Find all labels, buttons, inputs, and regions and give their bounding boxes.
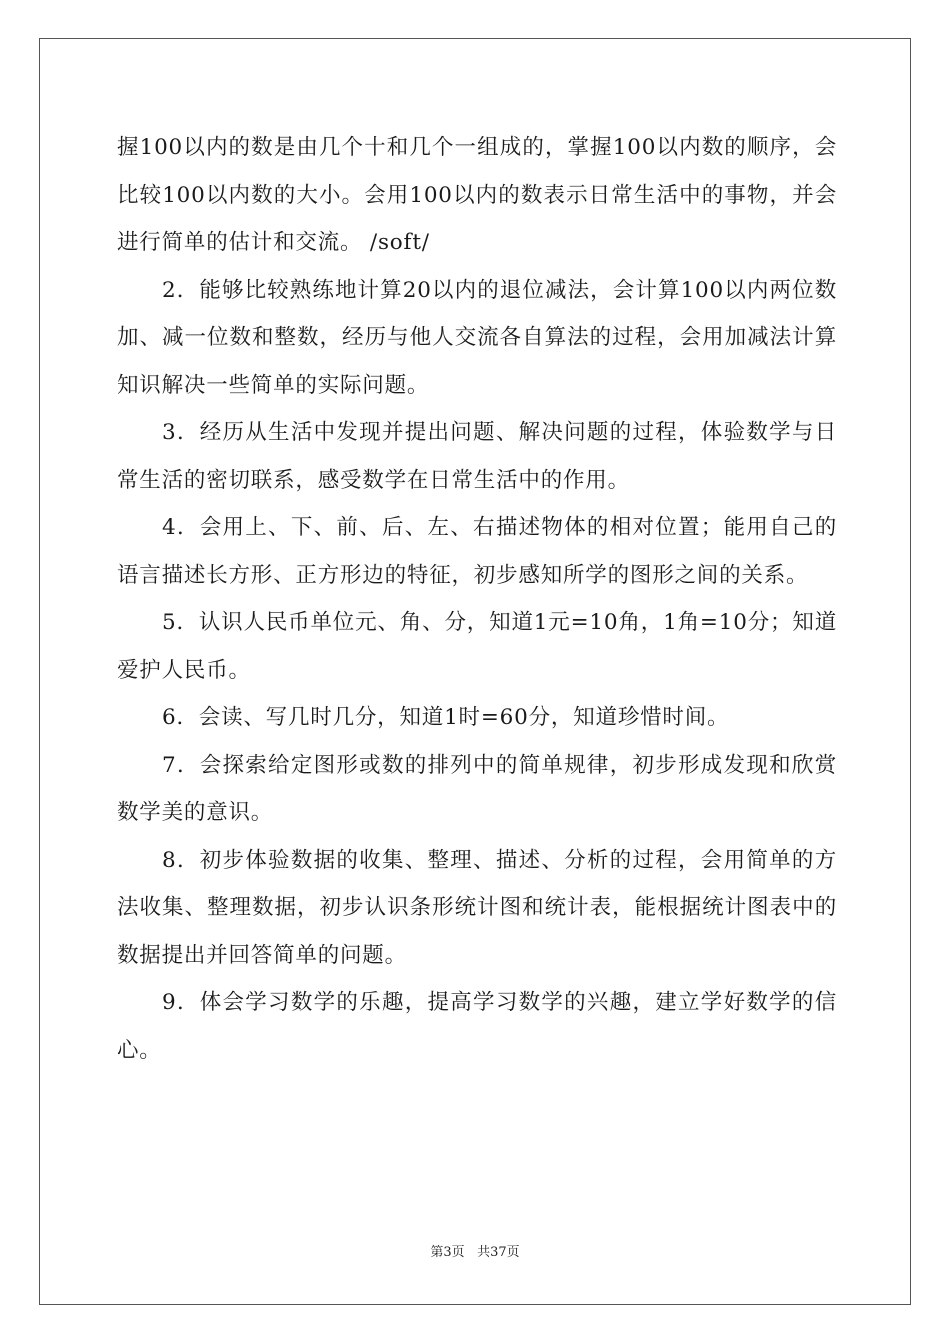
page-total: 共37页 [477, 1245, 520, 1260]
page-footer [0, 1244, 950, 1262]
paragraph: 8．初步体验数据的收集、整理、描述、分析的过程，会用简单的方法收集、整理数据，初步认识条形统计图和统计表，能根据统计图表中的数据提出并回答简单的问题。 [117, 847, 837, 968]
paragraph: 握100以内的数是由几个十和几个一组成的，掌握100以内数的顺序，会比较100以内数的大小。会用100以内的数表示日常生活中的事物，并会进行简单的估计和交流。 /soft/ [117, 135, 837, 255]
paragraph: 3．经历从生活中发现并提出问题、解决问题的过程，体验数学与日常生活的密切联系，感受数学在日常生活中的作用。 [117, 420, 837, 493]
paragraph: 7．会探索给定图形或数的排列中的简单规律，初步形成发现和欣赏数学美的意识。 [117, 752, 837, 825]
paragraph: 9．体会学习数学的乐趣，提高学习数学的兴趣，建立学好数学的信心。 [117, 990, 837, 1063]
paragraph: 5．认识人民币单位元、角、分，知道1元=10角，1角=10分；知道爱护人民币。 [117, 610, 837, 683]
paragraph: 6．会读、写几时几分，知道1时=60分，知道珍惜时间。 [162, 705, 730, 730]
paragraph: 2．能够比较熟练地计算20以内的退位减法，会计算100以内两位数加、减一位数和整数，经历与他人交流各自算法的过程，会用加减法计算知识解决一些简单的实际问题。 [117, 277, 837, 398]
paragraph: 4．会用上、下、前、后、左、右描述物体的相对位置；能用自己的语言描述长方形、正方形边的特征，初步感知所学的图形之间的关系。 [117, 515, 837, 588]
document-body [117, 124, 837, 1074]
page-number: 第3页 [430, 1245, 465, 1260]
